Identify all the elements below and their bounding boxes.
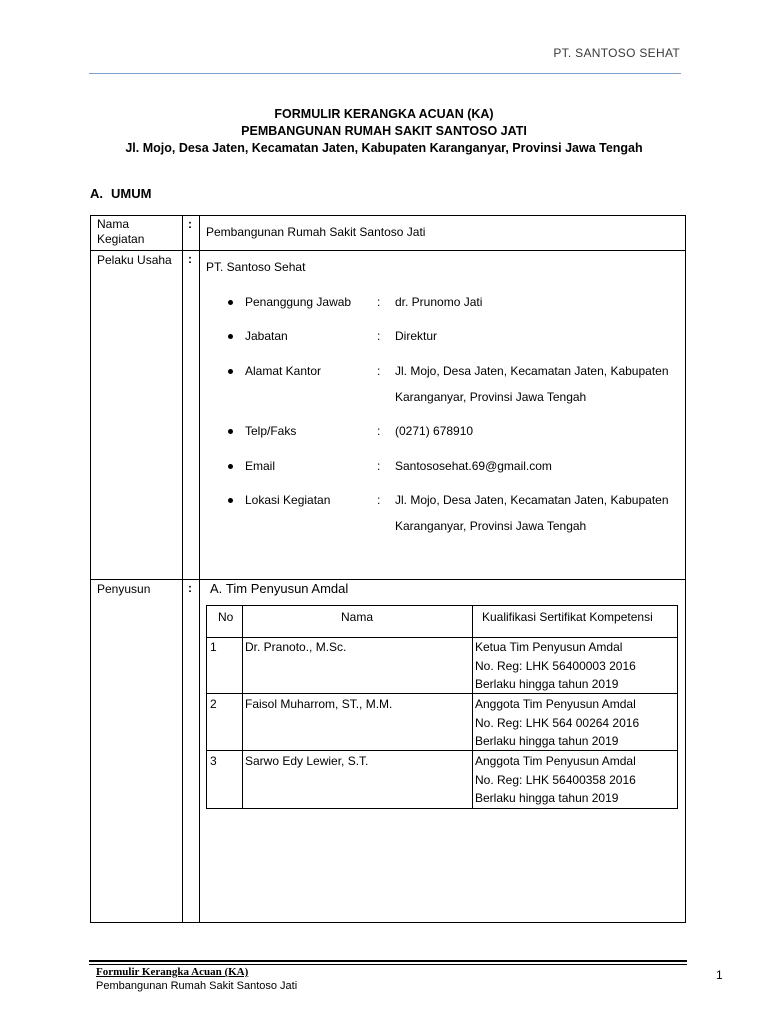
team-table	[206, 605, 678, 809]
kualifikasi-validity: Berlaku hingga tahun 2019	[475, 734, 619, 748]
form-col-divider-2	[199, 215, 200, 923]
detail-colon: :	[377, 459, 381, 473]
team-row-2-no: 2	[210, 697, 217, 711]
detail-colon: :	[377, 424, 381, 438]
penyusun-label: Penyusun	[97, 582, 151, 596]
bullet-icon	[228, 334, 233, 339]
kualifikasi-role: Anggota Tim Penyusun Amdal	[475, 754, 636, 768]
detail-colon: :	[377, 295, 381, 309]
kualifikasi-validity: Berlaku hingga tahun 2019	[475, 791, 619, 805]
team-row-1-nama: Dr. Pranoto., M.Sc.	[245, 640, 347, 654]
detail-label: Alamat Kantor	[245, 364, 322, 378]
header-company-name: PT. SANTOSO SEHAT	[553, 46, 680, 60]
team-row-2-nama: Faisol Muharrom, ST., M.M.	[245, 697, 393, 711]
footer-title: Formulir Kerangka Acuan (KA)	[96, 966, 249, 978]
form-row-divider-1	[90, 250, 686, 251]
title-line-2: PEMBANGUNAN RUMAH SAKIT SANTOSO JATI	[241, 124, 527, 138]
kualifikasi-role: Ketua Tim Penyusun Amdal	[475, 640, 623, 654]
kualifikasi-reg: No. Reg: LHK 564 00264 2016	[475, 715, 640, 730]
form-col-divider-1	[182, 215, 183, 923]
detail-label: Penanggung Jawab	[245, 295, 352, 309]
detail-value: Jl. Mojo, Desa Jaten, Kecamatan Jaten, Kabupaten Karanganyar, Provinsi Jawa Tengah	[395, 364, 669, 404]
penyusun-colon: :	[188, 581, 192, 595]
team-header-kualifikasi: Kualifikasi Sertifikat Kompetensi	[482, 610, 653, 624]
team-row-1-kualifikasi	[475, 638, 636, 694]
team-header-no: No	[218, 610, 234, 624]
section-name: UMUM	[111, 186, 152, 201]
page-number: 1	[716, 968, 723, 982]
kualifikasi-reg: No. Reg: LHK 56400358 2016	[475, 772, 636, 787]
team-header-nama: Nama	[341, 610, 374, 624]
detail-value: Direktur	[395, 329, 438, 343]
bullet-icon	[228, 369, 233, 374]
form-table	[90, 215, 686, 923]
form-row-divider-2	[90, 579, 686, 580]
team-row-3-no: 3	[210, 754, 217, 768]
team-row-3-kualifikasi	[475, 752, 636, 808]
team-row-2-kualifikasi	[475, 695, 639, 751]
pelaku-usaha-value: PT. Santoso Sehat	[206, 260, 306, 274]
bullet-icon	[228, 300, 233, 305]
footer-divider-thin	[89, 964, 687, 965]
detail-label: Lokasi Kegiatan	[245, 493, 331, 507]
team-row-1-no: 1	[210, 640, 217, 654]
section-heading	[90, 186, 151, 201]
detail-colon: :	[377, 364, 381, 378]
footer-divider-thick	[89, 960, 687, 962]
bullet-icon	[228, 464, 233, 469]
subheading-letter: A.	[210, 581, 223, 596]
bullet-icon	[228, 429, 233, 434]
title-line-3: Jl. Mojo, Desa Jaten, Kecamatan Jaten, Kabupaten Karanganyar, Provinsi Jawa Tengah	[125, 141, 643, 155]
subheading-text: Tim Penyusun Amdal	[225, 581, 349, 596]
detail-label: Telp/Faks	[245, 424, 297, 438]
pelaku-usaha-colon: :	[188, 252, 192, 266]
detail-value: dr. Prunomo Jati	[395, 295, 483, 309]
detail-value: Santososehat.69@gmail.com	[395, 459, 552, 473]
detail-value: (0271) 678910	[395, 424, 474, 438]
nama-kegiatan-label	[97, 217, 144, 247]
document-title	[0, 106, 768, 157]
penyusun-subheading	[210, 581, 348, 596]
footer-subtitle: Pembangunan Rumah Sakit Santoso Jati	[96, 980, 298, 992]
detail-colon: :	[377, 493, 381, 507]
bullet-icon	[228, 498, 233, 503]
kualifikasi-role: Anggota Tim Penyusun Amdal	[475, 697, 636, 711]
kualifikasi-validity: Berlaku hingga tahun 2019	[475, 677, 619, 691]
detail-label: Email	[245, 459, 276, 473]
kualifikasi-reg: No. Reg: LHK 56400003 2016	[475, 658, 636, 673]
header-divider	[89, 73, 681, 74]
nama-kegiatan-label-line1: Nama	[97, 217, 130, 231]
detail-colon: :	[377, 329, 381, 343]
nama-kegiatan-label-line2: Kegiatan	[97, 232, 145, 246]
detail-value: Jl. Mojo, Desa Jaten, Kecamatan Jaten, Kabupaten Karanganyar, Provinsi Jawa Tengah	[395, 493, 669, 533]
nama-kegiatan-colon: :	[188, 217, 192, 231]
team-row-3-nama: Sarwo Edy Lewier, S.T.	[245, 754, 369, 768]
detail-label: Jabatan	[245, 329, 288, 343]
pelaku-usaha-label: Pelaku Usaha	[97, 253, 172, 267]
nama-kegiatan-value: Pembangunan Rumah Sakit Santoso Jati	[206, 225, 426, 239]
section-letter: A.	[90, 186, 103, 201]
title-line-1: FORMULIR KERANGKA ACUAN (KA)	[274, 107, 494, 121]
